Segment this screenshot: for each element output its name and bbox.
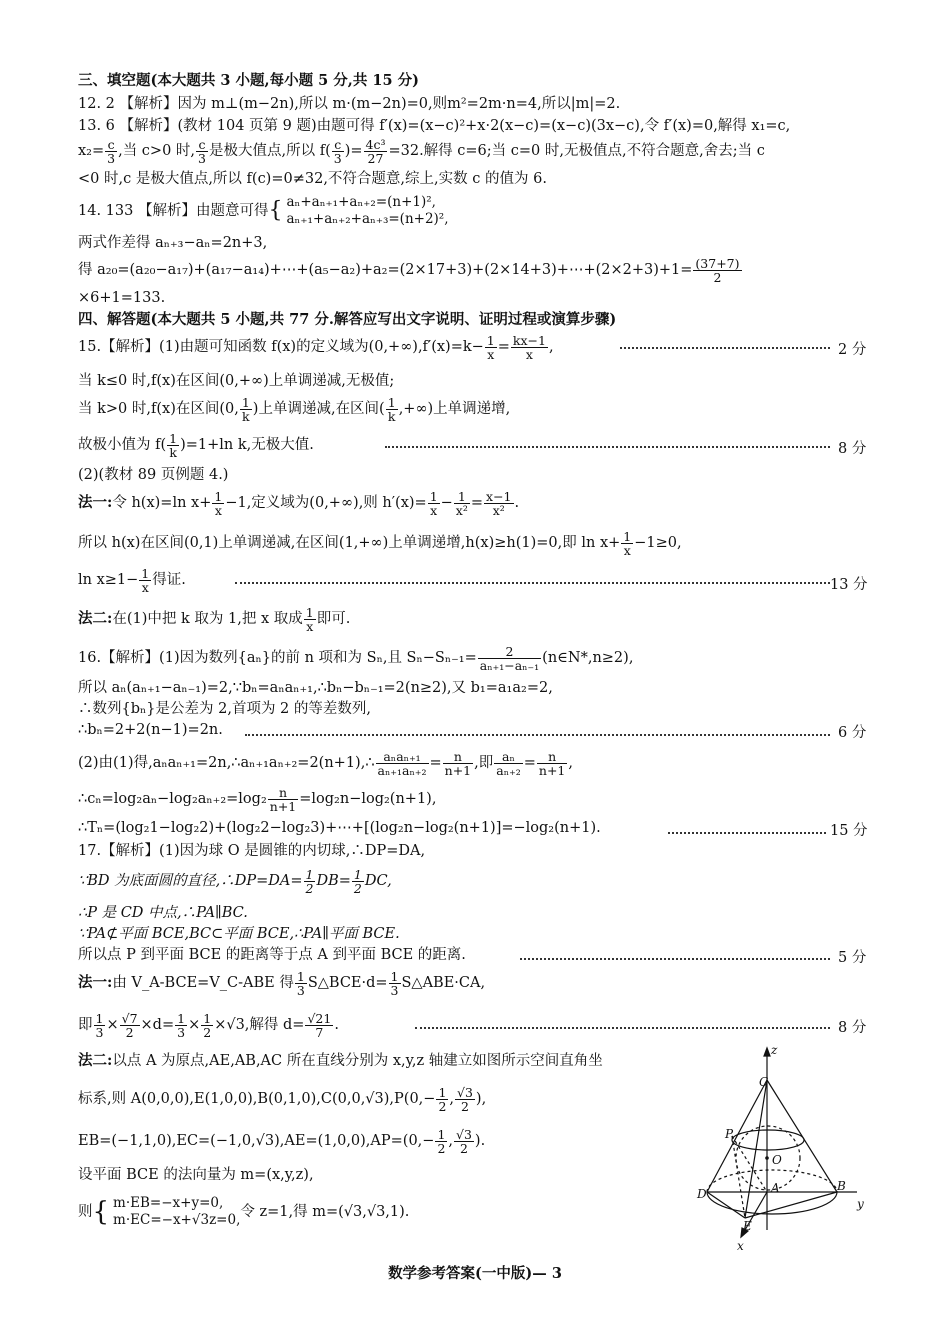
q16-line-7: ∴Tₙ=(log₂1−log₂2)+(log₂2−log₂3)+⋯+[(log₂n−log₂(n+1)]=−log₂(n+1). <box>78 820 601 836</box>
fraction: $\frac{n}{n+1}$ <box>269 784 297 814</box>
fraction: $\frac{1}{3}$ <box>390 968 399 998</box>
q15-line-6: 法一:令 h(x)=ln x+ $\frac{1}{x}$ −1,定义域为(0,+∞),则 h′(x)= $\frac{1}{x}$ − $\frac{1}{\text{x²}}$ = $\frac{x-1}{\text{x²}}$ . <box>78 488 520 518</box>
label-e: E <box>743 1219 752 1233</box>
label-b: B <box>837 1179 846 1193</box>
fraction: $\frac{1}{3}$ <box>95 1010 104 1040</box>
fraction: $\frac{1}{k}$ <box>241 394 250 424</box>
q16-line-3: ∴数列{bₙ}是公差为 2,首项为 2 的等差数列, <box>78 701 372 717</box>
q17-line-10: EB=(−1,1,0),EC=(−1,0,√3),AE=(1,0,0),AP=(0,− $\frac{1}{2}$ , $\frac{√3}{2}$ ). <box>78 1126 486 1156</box>
score-label: 6 分 <box>838 725 867 741</box>
fraction: $\frac{1}{x}$ <box>623 528 632 558</box>
q17-line-4: ∵PA⊄平面 BCE,BC⊂平面 BCE,∴PA∥平面 BCE. <box>78 926 400 942</box>
q15-line-9: 法二:在(1)中把 k 取为 1,把 x 取成 $\frac{1}{x}$ 即可. <box>78 604 351 634</box>
leader-dots <box>415 1027 830 1029</box>
fraction: $\frac{1}{k}$ <box>169 430 178 460</box>
label-y: y <box>857 1197 864 1211</box>
q16-line-6: ∴cₙ=log₂aₙ−log₂aₙ₊₂=log₂ $\frac{n}{n+1}$ =log₂n−log₂(n+1), <box>78 784 437 814</box>
fraction: $\frac{1}{k}$ <box>387 394 396 424</box>
q14-line-1: 14. 133 【解析】由题意可得{ aₙ+aₙ₊₁+aₙ₊₂=(n+1)², aₙ₊₁+aₙ₊₂+aₙ₊₃=(n+2)², <box>78 194 449 227</box>
fraction: $\frac{c}{3}$ <box>198 136 206 166</box>
q15-line-5: (2)(教材 89 页例题 4.) <box>78 467 229 483</box>
segment-de <box>707 1192 745 1218</box>
label-z: z <box>771 1043 778 1057</box>
cone-figure <box>685 1040 870 1255</box>
score-label: 15 分 <box>830 823 868 839</box>
fraction: $\frac{x-1}{\text{x²}}$ <box>486 488 512 518</box>
fraction: $\frac{1}{x}$ <box>486 332 495 362</box>
equation-system: m·EB=−x+y=0, m·EC=−x+√3z=0, <box>113 1195 241 1228</box>
score-label: 2 分 <box>838 342 867 358</box>
q14-line-4: ×6+1=133. <box>78 290 166 306</box>
score-label: 13 分 <box>830 577 868 593</box>
leader-dots <box>385 446 830 448</box>
segment-pa <box>732 1136 767 1192</box>
leader-dots <box>520 958 830 960</box>
fraction: $\frac{1}{2}$ <box>305 866 314 896</box>
leader-dots <box>668 832 826 834</box>
q17-line-12: 则{ m·EB=−x+y=0, m·EC=−x+√3z=0, 令 z=1,得 m=(√3,√3,1). <box>78 1195 410 1228</box>
q15-line-2: 当 k≤0 时,f(x)在区间(0,+∞)上单调递减,无极值; <box>78 373 395 389</box>
fraction: $\frac{n}{n+1}$ <box>538 748 566 778</box>
score-label: 8 分 <box>838 441 867 457</box>
q17-line-8: 法二:以点 A 为原点,AE,AB,AC 所在直线分别为 x,y,z 轴建立如图所示空间直角坐 <box>78 1052 603 1069</box>
page-footer: 数学参考答案(一中版)— 3 <box>388 1265 562 1282</box>
fraction: $\frac{1}{3}$ <box>296 968 305 998</box>
leader-dots <box>235 582 830 584</box>
inscribed-circle <box>732 1130 804 1150</box>
score-label: 5 分 <box>838 950 867 966</box>
fraction: $\frac{\text{aₙaₙ₊₁}}{\text{aₙ₊₁aₙ₊₂}}$ <box>377 748 427 778</box>
fraction: $\frac{1}{x}$ <box>305 604 314 634</box>
q14-line-3: 得 a₂₀=(a₂₀−a₁₇)+(a₁₇−a₁₄)+⋯+(a₅−a₂)+a₂=(2×17+3)+(2×14+3)+⋯+(2×2+3)+1= $\frac{(37+7)}{2}$ <box>78 255 740 285</box>
fraction: $\frac{1}{\text{x²}}$ <box>455 488 468 518</box>
fraction: $\frac{1}{x}$ <box>429 488 438 518</box>
fraction: $\frac{2}{\text{aₙ₊₁−aₙ₋₁}}$ <box>479 643 540 673</box>
label-d: D <box>697 1187 707 1201</box>
section-heading-solutions: 四、解答题(本大题共 5 小题,共 77 分.解答应写出文字说明、证明过程或演算步骤) <box>78 311 617 328</box>
q16-line-4: ∴bₙ=2+2(n−1)=2n. <box>78 722 223 738</box>
q12-solution: 12. 2 【解析】因为 m⊥(m−2n),所以 m·(m−2n)=0,则m²=2m·n=4,所以|m|=2. <box>78 96 621 112</box>
leader-dots <box>620 347 830 349</box>
q17-line-9: 标系,则 A(0,0,0),E(1,0,0),B(0,1,0),C(0,0,√3),P(0,− $\frac{1}{2}$ , $\frac{√3}{2}$ ), <box>78 1084 487 1114</box>
q15-line-7: 所以 h(x)在区间(0,1)上单调递减,在区间(1,+∞)上单调递增,h(x)≥h(1)=0,即 ln x+ $\frac{1}{x}$ −1≥0, <box>78 528 682 558</box>
q15-line-1: 15.【解析】(1)由题可知函数 f(x)的定义域为(0,+∞),f′(x)=k− $\frac{1}{x}$ = $\frac{kx-1}{x}$ , <box>78 332 554 362</box>
q13-line-2: x₂= $\frac{c}{3}$ ,当 c>0 时, $\frac{c}{3}$ 是极大值点,所以 f( $\frac{c}{3}$ )= $\frac{\text{4c³}}{27}$ =32.解得 c=6;当 c=0 时,无极值点,不符合题意,舍去;当 c <box>78 136 765 166</box>
q17-line-5: 所以点 P 到平面 BCE 的距离等于点 A 到平面 BCE 的距离. <box>78 947 466 963</box>
fraction: $\frac{\text{aₙ}}{\text{aₙ₊₂}}$ <box>496 748 521 778</box>
q15-line-4: 故极小值为 f( $\frac{1}{k}$ )=1+ln k,无极大值. <box>78 430 314 460</box>
q13-line-1: 13. 6 【解析】(教材 104 页第 9 题)由题可得 f′(x)=(x−c)²+x·2(x−c)=(x−c)(3x−c),令 f′(x)=0,解得 x₁=c, <box>78 118 791 134</box>
label-o: O <box>772 1153 782 1167</box>
q17-line-6: 法一:由 V_A-BCE=V_C-ABE 得 $\frac{1}{3}$ S△BCE·d= $\frac{1}{3}$ S△ABE·CA, <box>78 968 486 998</box>
center-dot <box>765 1156 769 1160</box>
q17-line-11: 设平面 BCE 的法向量为 m=(x,y,z), <box>78 1167 314 1183</box>
label-p: P <box>725 1127 734 1141</box>
fraction: $\frac{1}{2}$ <box>203 1010 212 1040</box>
equation-system: aₙ+aₙ₊₁+aₙ₊₂=(n+1)², aₙ₊₁+aₙ₊₂+aₙ₊₃=(n+2)², <box>286 194 449 227</box>
label-x: x <box>737 1239 744 1253</box>
fraction: $\frac{1}{x}$ <box>214 488 223 518</box>
segment-pe <box>732 1136 745 1218</box>
fraction: $\frac{1}{2}$ <box>438 1084 447 1114</box>
q15-line-3: 当 k>0 时,f(x)在区间(0, $\frac{1}{k}$ )上单调递减,在区间( $\frac{1}{k}$ ,+∞)上单调递增, <box>78 394 511 424</box>
fraction: $\frac{1}{3}$ <box>177 1010 186 1040</box>
label-a: A <box>771 1181 780 1195</box>
z-axis-arrow <box>764 1048 770 1056</box>
score-label: 8 分 <box>838 1020 867 1036</box>
fraction: $\frac{1}{2}$ <box>437 1126 446 1156</box>
q16-line-2: 所以 aₙ(aₙ₊₁−aₙ₋₁)=2,∵bₙ=aₙaₙ₊₁,∴bₙ−bₙ₋₁=2(n≥2),又 b₁=a₁a₂=2, <box>78 680 553 696</box>
q17-line-7: 即 $\frac{1}{3}$ × $\frac{√7}{2}$ ×d= $\frac{1}{3}$ × $\frac{1}{2}$ ×√3,解得 d= $\frac{√21}{7}$ . <box>78 1010 339 1040</box>
fraction: $\frac{n}{n+1}$ <box>444 748 472 778</box>
fraction: $\frac{√7}{2}$ <box>121 1010 138 1040</box>
fraction: $\frac{√3}{2}$ <box>456 1126 472 1156</box>
label-c: C <box>759 1075 769 1089</box>
q16-line-5: (2)由(1)得,aₙaₙ₊₁=2n,∴aₙ₊₁aₙ₊₂=2(n+1),∴ $\frac{\text{aₙaₙ₊₁}}{\text{aₙ₊₁aₙ₊₂}}$ = $\frac{n}{n+1}$ ,即 $\frac{\text{aₙ}}{\text{aₙ₊₂}}$ = $\frac{n}{n+1}$ , <box>78 748 573 778</box>
fraction: $\frac{1}{2}$ <box>353 866 362 896</box>
fraction: $\frac{c}{3}$ <box>107 136 116 166</box>
q15-line-8: ln x≥1− $\frac{1}{x}$ 得证. <box>78 565 186 595</box>
q14-line-2: 两式作差得 aₙ₊₃−aₙ=2n+3, <box>78 235 268 251</box>
fraction: $\frac{1}{x}$ <box>141 565 150 595</box>
q17-line-2: ∵BD 为底面圆的直径,∴DP=DA= $\frac{1}{2}$ DB= $\frac{1}{2}$ DC, <box>78 866 392 896</box>
section-heading-fill-blank: 三、填空题(本大题共 3 小题,每小题 5 分,共 15 分) <box>78 72 419 89</box>
fraction: $\frac{kx-1}{x}$ <box>512 332 546 362</box>
fraction: $\frac{\text{4c³}}{27}$ <box>365 136 386 166</box>
q13-line-3: <0 时,c 是极大值点,所以 f(c)=0≠32,不符合题意,综上,实数 c 的值为 6. <box>78 171 547 187</box>
q17-line-1: 17.【解析】(1)因为球 O 是圆锥的内切球,∴DP=DA, <box>78 843 426 859</box>
q17-line-3: ∴P 是 CD 中点,∴PA∥BC. <box>78 905 248 921</box>
fraction: $\frac{√21}{7}$ <box>307 1010 332 1040</box>
leader-dots <box>245 734 830 736</box>
fraction: $\frac{(37+7)}{2}$ <box>695 255 740 285</box>
fraction: $\frac{√3}{2}$ <box>457 1084 473 1114</box>
q16-line-1: 16.【解析】(1)因为数列{aₙ}的前 n 项和为 Sₙ,且 Sₙ−Sₙ₋₁= $\frac{2}{\text{aₙ₊₁−aₙ₋₁}}$ (n∈N*,n≥2), <box>78 643 634 673</box>
fraction: $\frac{c}{3}$ <box>333 136 342 166</box>
